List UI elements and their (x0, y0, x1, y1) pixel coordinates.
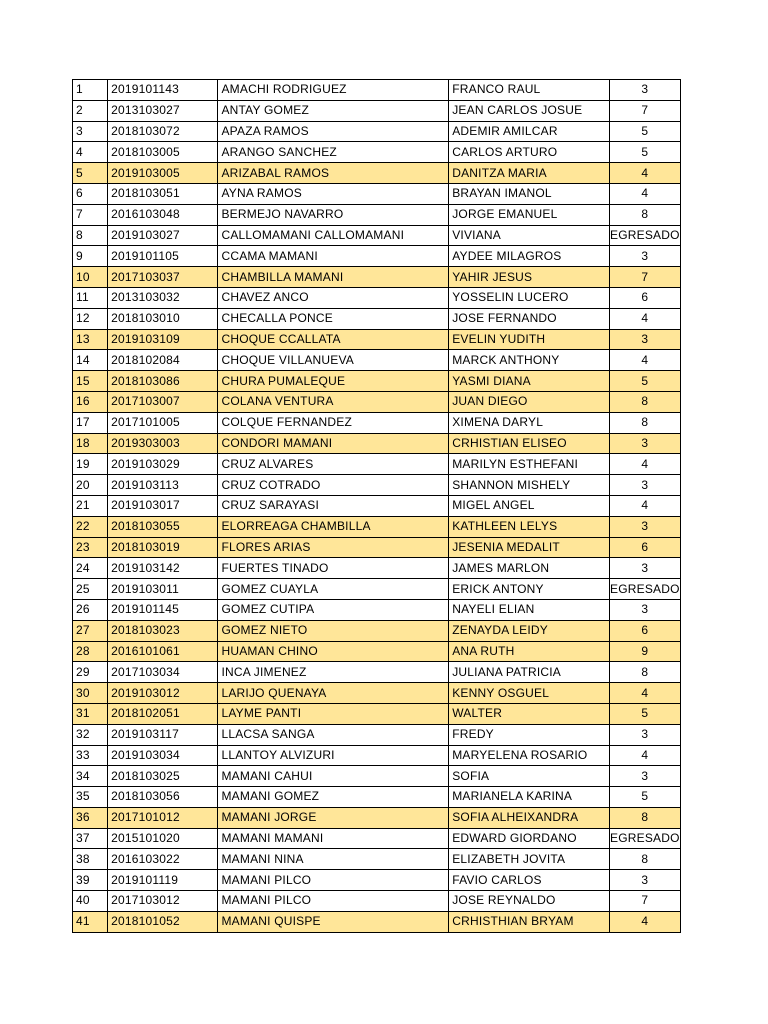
semester-cell: 3 (609, 80, 680, 101)
student-code-cell: 2013103032 (108, 287, 218, 308)
first-name-cell: MARYELENA ROSARIO (449, 745, 610, 766)
row-number-cell: 35 (73, 787, 108, 808)
first-name-cell: EVELIN YUDITH (449, 329, 610, 350)
student-code-cell: 2019101145 (108, 599, 218, 620)
first-name-cell: ADEMIR AMILCAR (449, 121, 610, 142)
table-row (73, 662, 681, 683)
row-number-cell: 25 (73, 579, 108, 600)
last-name-cell: CHURA PUMALEQUE (218, 371, 449, 392)
last-name-cell: MAMANI PILCO (218, 891, 449, 912)
first-name-cell: KENNY OSGUEL (449, 683, 610, 704)
row-number-cell: 12 (73, 308, 108, 329)
first-name-cell: SOFIA ALHEIXANDRA (449, 807, 610, 828)
last-name-cell: ANTAY GOMEZ (218, 100, 449, 121)
student-code-cell: 2018103005 (108, 142, 218, 163)
last-name-cell: CHOQUE CCALLATA (218, 329, 449, 350)
student-code-cell: 2018101052 (108, 911, 218, 932)
row-number-cell: 3 (73, 121, 108, 142)
last-name-cell: CRUZ COTRADO (218, 475, 449, 496)
semester-cell: 8 (609, 391, 680, 412)
first-name-cell: FREDY (449, 724, 610, 745)
last-name-cell: LARIJO QUENAYA (218, 683, 449, 704)
row-number-cell: 32 (73, 724, 108, 745)
highlighted-table-row (73, 371, 681, 392)
highlighted-table-row (73, 620, 681, 641)
table-row (73, 350, 681, 371)
last-name-cell: AYNA RAMOS (218, 183, 449, 204)
table-row (73, 579, 681, 600)
last-name-cell: CHECALLA PONCE (218, 308, 449, 329)
first-name-cell: JEAN CARLOS JOSUE (449, 100, 610, 121)
semester-cell: 3 (609, 558, 680, 579)
student-code-cell: 2017103034 (108, 662, 218, 683)
semester-cell: 4 (609, 163, 680, 184)
highlighted-table-row (73, 807, 681, 828)
last-name-cell: MAMANI PILCO (218, 870, 449, 891)
first-name-cell: NAYELI ELIAN (449, 599, 610, 620)
first-name-cell: ERICK ANTONY (449, 579, 610, 600)
row-number-cell: 17 (73, 412, 108, 433)
first-name-cell: ZENAYDA LEIDY (449, 620, 610, 641)
student-code-cell: 2019303003 (108, 433, 218, 454)
student-code-cell: 2017103012 (108, 891, 218, 912)
student-code-cell: 2019103113 (108, 475, 218, 496)
student-code-cell: 2017103037 (108, 267, 218, 288)
student-code-cell: 2019103011 (108, 579, 218, 600)
last-name-cell: BERMEJO NAVARRO (218, 204, 449, 225)
student-code-cell: 2019103029 (108, 454, 218, 475)
row-number-cell: 16 (73, 391, 108, 412)
semester-cell: 5 (609, 787, 680, 808)
table-row (73, 849, 681, 870)
last-name-cell: LAYME PANTI (218, 703, 449, 724)
row-number-cell: 28 (73, 641, 108, 662)
first-name-cell: SOFIA (449, 766, 610, 787)
first-name-cell: CARLOS ARTURO (449, 142, 610, 163)
highlighted-table-row (73, 329, 681, 350)
row-number-cell: 6 (73, 183, 108, 204)
semester-cell: EGRESADO (609, 225, 680, 246)
first-name-cell: XIMENA DARYL (449, 412, 610, 433)
last-name-cell: FUERTES TINADO (218, 558, 449, 579)
first-name-cell: JULIANA PATRICIA (449, 662, 610, 683)
first-name-cell: CRHISTIAN ELISEO (449, 433, 610, 454)
last-name-cell: AMACHI RODRIGUEZ (218, 80, 449, 101)
student-code-cell: 2018103025 (108, 766, 218, 787)
last-name-cell: COLANA VENTURA (218, 391, 449, 412)
row-number-cell: 40 (73, 891, 108, 912)
semester-cell: 3 (609, 724, 680, 745)
row-number-cell: 38 (73, 849, 108, 870)
last-name-cell: GOMEZ NIETO (218, 620, 449, 641)
table-row (73, 80, 681, 101)
student-code-cell: 2019103005 (108, 163, 218, 184)
row-number-cell: 37 (73, 828, 108, 849)
row-number-cell: 39 (73, 870, 108, 891)
row-number-cell: 2 (73, 100, 108, 121)
first-name-cell: JUAN DIEGO (449, 391, 610, 412)
semester-cell: 5 (609, 371, 680, 392)
student-code-cell: 2018102051 (108, 703, 218, 724)
semester-cell: 9 (609, 641, 680, 662)
row-number-cell: 15 (73, 371, 108, 392)
semester-cell: 4 (609, 745, 680, 766)
row-number-cell: 31 (73, 703, 108, 724)
last-name-cell: CHAMBILLA MAMANI (218, 267, 449, 288)
highlighted-table-row (73, 641, 681, 662)
row-number-cell: 36 (73, 807, 108, 828)
row-number-cell: 4 (73, 142, 108, 163)
semester-cell: 7 (609, 891, 680, 912)
first-name-cell: JOSE REYNALDO (449, 891, 610, 912)
table-row (73, 121, 681, 142)
highlighted-table-row (73, 516, 681, 537)
semester-cell: 3 (609, 516, 680, 537)
last-name-cell: LLACSA SANGA (218, 724, 449, 745)
semester-cell: 4 (609, 683, 680, 704)
semester-cell: 8 (609, 849, 680, 870)
highlighted-table-row (73, 163, 681, 184)
first-name-cell: JORGE EMANUEL (449, 204, 610, 225)
semester-cell: 3 (609, 766, 680, 787)
first-name-cell: MARILYN ESTHEFANI (449, 454, 610, 475)
first-name-cell: BRAYAN IMANOL (449, 183, 610, 204)
last-name-cell: CHOQUE VILLANUEVA (218, 350, 449, 371)
student-code-cell: 2018103019 (108, 537, 218, 558)
first-name-cell: YOSSELIN LUCERO (449, 287, 610, 308)
last-name-cell: ELORREAGA CHAMBILLA (218, 516, 449, 537)
semester-cell: 4 (609, 183, 680, 204)
last-name-cell: LLANTOY ALVIZURI (218, 745, 449, 766)
row-number-cell: 24 (73, 558, 108, 579)
last-name-cell: FLORES ARIAS (218, 537, 449, 558)
semester-cell: 4 (609, 911, 680, 932)
semester-cell: 5 (609, 142, 680, 163)
row-number-cell: 22 (73, 516, 108, 537)
last-name-cell: COLQUE FERNANDEZ (218, 412, 449, 433)
last-name-cell: ARANGO SANCHEZ (218, 142, 449, 163)
table-row (73, 225, 681, 246)
first-name-cell: JOSE FERNANDO (449, 308, 610, 329)
student-code-cell: 2013103027 (108, 100, 218, 121)
semester-cell: 3 (609, 246, 680, 267)
row-number-cell: 11 (73, 287, 108, 308)
first-name-cell: MARIANELA KARINA (449, 787, 610, 808)
student-code-cell: 2017101005 (108, 412, 218, 433)
table-row (73, 724, 681, 745)
student-code-cell: 2016103048 (108, 204, 218, 225)
row-number-cell: 10 (73, 267, 108, 288)
student-code-cell: 2017101012 (108, 807, 218, 828)
first-name-cell: MARCK ANTHONY (449, 350, 610, 371)
last-name-cell: CONDORI MAMANI (218, 433, 449, 454)
first-name-cell: EDWARD GIORDANO (449, 828, 610, 849)
highlighted-table-row (73, 267, 681, 288)
student-code-cell: 2019103117 (108, 724, 218, 745)
row-number-cell: 29 (73, 662, 108, 683)
last-name-cell: MAMANI MAMANI (218, 828, 449, 849)
first-name-cell: VIVIANA (449, 225, 610, 246)
row-number-cell: 41 (73, 911, 108, 932)
table-row (73, 495, 681, 516)
first-name-cell: FRANCO RAUL (449, 80, 610, 101)
row-number-cell: 30 (73, 683, 108, 704)
last-name-cell: CRUZ SARAYASI (218, 495, 449, 516)
first-name-cell: WALTER (449, 703, 610, 724)
highlighted-table-row (73, 703, 681, 724)
last-name-cell: MAMANI NINA (218, 849, 449, 870)
highlighted-table-row (73, 911, 681, 932)
semester-cell: 5 (609, 703, 680, 724)
first-name-cell: AYDEE MILAGROS (449, 246, 610, 267)
table-row (73, 308, 681, 329)
table-row (73, 454, 681, 475)
last-name-cell: GOMEZ CUAYLA (218, 579, 449, 600)
student-code-cell: 2018103023 (108, 620, 218, 641)
row-number-cell: 5 (73, 163, 108, 184)
semester-cell: 4 (609, 308, 680, 329)
last-name-cell: APAZA RAMOS (218, 121, 449, 142)
semester-cell: 3 (609, 475, 680, 496)
first-name-cell: KATHLEEN LELYS (449, 516, 610, 537)
highlighted-table-row (73, 683, 681, 704)
row-number-cell: 19 (73, 454, 108, 475)
highlighted-table-row (73, 391, 681, 412)
semester-cell: 7 (609, 100, 680, 121)
row-number-cell: 21 (73, 495, 108, 516)
student-code-cell: 2018103072 (108, 121, 218, 142)
table-row (73, 870, 681, 891)
table-row (73, 475, 681, 496)
student-code-cell: 2018103056 (108, 787, 218, 808)
row-number-cell: 14 (73, 350, 108, 371)
student-code-cell: 2016103022 (108, 849, 218, 870)
student-code-cell: 2019101119 (108, 870, 218, 891)
semester-cell: 8 (609, 807, 680, 828)
first-name-cell: ELIZABETH JOVITA (449, 849, 610, 870)
semester-cell: 4 (609, 350, 680, 371)
semester-cell: 6 (609, 537, 680, 558)
last-name-cell: INCA JIMENEZ (218, 662, 449, 683)
table-row (73, 412, 681, 433)
last-name-cell: MAMANI CAHUI (218, 766, 449, 787)
row-number-cell: 13 (73, 329, 108, 350)
table-row (73, 183, 681, 204)
row-number-cell: 18 (73, 433, 108, 454)
semester-cell: 4 (609, 454, 680, 475)
student-code-cell: 2015101020 (108, 828, 218, 849)
last-name-cell: CALLOMAMANI CALLOMAMANI (218, 225, 449, 246)
student-list-body (73, 80, 681, 933)
first-name-cell: SHANNON MISHELY (449, 475, 610, 496)
student-code-cell: 2019103027 (108, 225, 218, 246)
row-number-cell: 26 (73, 599, 108, 620)
semester-cell: 4 (609, 495, 680, 516)
semester-cell: 3 (609, 329, 680, 350)
semester-cell: 3 (609, 433, 680, 454)
last-name-cell: MAMANI QUISPE (218, 911, 449, 932)
student-code-cell: 2019103142 (108, 558, 218, 579)
last-name-cell: MAMANI GOMEZ (218, 787, 449, 808)
last-name-cell: MAMANI JORGE (218, 807, 449, 828)
student-code-cell: 2019103109 (108, 329, 218, 350)
student-code-cell: 2018102084 (108, 350, 218, 371)
row-number-cell: 1 (73, 80, 108, 101)
student-code-cell: 2017103007 (108, 391, 218, 412)
student-code-cell: 2018103086 (108, 371, 218, 392)
table-row (73, 142, 681, 163)
last-name-cell: ARIZABAL RAMOS (218, 163, 449, 184)
student-code-cell: 2019103034 (108, 745, 218, 766)
semester-cell: EGRESADO (609, 579, 680, 600)
semester-cell: 6 (609, 287, 680, 308)
last-name-cell: HUAMAN CHINO (218, 641, 449, 662)
table-row (73, 828, 681, 849)
row-number-cell: 34 (73, 766, 108, 787)
semester-cell: 6 (609, 620, 680, 641)
table-row (73, 599, 681, 620)
semester-cell: 8 (609, 662, 680, 683)
student-code-cell: 2016101061 (108, 641, 218, 662)
semester-cell: 5 (609, 121, 680, 142)
first-name-cell: FAVIO CARLOS (449, 870, 610, 891)
semester-cell: 3 (609, 870, 680, 891)
first-name-cell: YAHIR JESUS (449, 267, 610, 288)
last-name-cell: CRUZ ALVARES (218, 454, 449, 475)
table-row (73, 787, 681, 808)
row-number-cell: 23 (73, 537, 108, 558)
table-row (73, 558, 681, 579)
semester-cell: 8 (609, 412, 680, 433)
row-number-cell: 8 (73, 225, 108, 246)
first-name-cell: JESENIA MEDALIT (449, 537, 610, 558)
row-number-cell: 9 (73, 246, 108, 267)
row-number-cell: 27 (73, 620, 108, 641)
row-number-cell: 7 (73, 204, 108, 225)
table-row (73, 204, 681, 225)
student-code-cell: 2019101105 (108, 246, 218, 267)
first-name-cell: ANA RUTH (449, 641, 610, 662)
student-code-cell: 2018103010 (108, 308, 218, 329)
table-row (73, 100, 681, 121)
student-code-cell: 2018103051 (108, 183, 218, 204)
row-number-cell: 20 (73, 475, 108, 496)
last-name-cell: GOMEZ CUTIPA (218, 599, 449, 620)
last-name-cell: CHAVEZ ANCO (218, 287, 449, 308)
table-row (73, 246, 681, 267)
first-name-cell: MIGEL ANGEL (449, 495, 610, 516)
semester-cell: EGRESADO (609, 828, 680, 849)
first-name-cell: YASMI DIANA (449, 371, 610, 392)
semester-cell: 3 (609, 599, 680, 620)
last-name-cell: CCAMA MAMANI (218, 246, 449, 267)
table-row (73, 766, 681, 787)
student-code-cell: 2019103017 (108, 495, 218, 516)
highlighted-table-row (73, 433, 681, 454)
first-name-cell: JAMES MARLON (449, 558, 610, 579)
first-name-cell: DANITZA MARIA (449, 163, 610, 184)
highlighted-table-row (73, 537, 681, 558)
student-code-cell: 2019103012 (108, 683, 218, 704)
semester-cell: 8 (609, 204, 680, 225)
student-code-cell: 2019101143 (108, 80, 218, 101)
student-code-cell: 2018103055 (108, 516, 218, 537)
row-number-cell: 33 (73, 745, 108, 766)
semester-cell: 7 (609, 267, 680, 288)
student-list-table (72, 79, 681, 933)
table-row (73, 745, 681, 766)
first-name-cell: CRHISTHIAN BRYAM (449, 911, 610, 932)
table-row (73, 287, 681, 308)
table-row (73, 891, 681, 912)
